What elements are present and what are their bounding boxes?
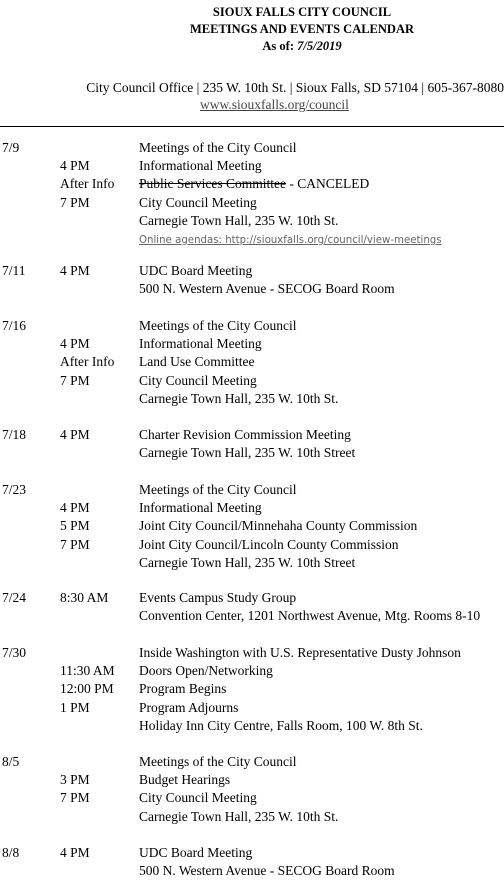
event-block xyxy=(0,426,504,462)
event-text: Budget Hearings xyxy=(139,772,231,788)
event-time: 7 PM xyxy=(60,790,90,806)
event-block xyxy=(0,262,504,298)
event-text: UDC Board Meeting xyxy=(139,845,253,860)
event-row xyxy=(0,554,504,572)
event-row xyxy=(0,808,504,826)
event-description xyxy=(139,717,423,735)
event-text: Informational Meeting xyxy=(139,336,262,352)
event-text: Program Begins xyxy=(139,681,227,697)
event-description xyxy=(139,280,395,298)
event-text: Charter Revision Commission Meeting xyxy=(139,427,351,442)
event-text: Inside Washington with U.S. Representative Dusty Johnson xyxy=(139,645,461,660)
event-time: 4 PM xyxy=(60,427,90,442)
event-block xyxy=(0,589,504,625)
event-row xyxy=(0,157,504,175)
event-description xyxy=(139,444,355,462)
event-row xyxy=(0,426,504,444)
event-row xyxy=(0,353,504,371)
event-description xyxy=(139,194,257,212)
event-time: 1 PM xyxy=(60,699,90,715)
as-of-date: 7/5/2019 xyxy=(297,39,342,53)
event-time: 5 PM xyxy=(60,518,90,534)
event-row xyxy=(0,717,504,735)
office-address: City Council Office | 235 W. 10th St. | Sioux Falls, SD 57104 | 605-367-8080 xyxy=(86,80,504,95)
event-time: 11:30 AM xyxy=(60,663,115,679)
event-text: Meetings of the City Council xyxy=(139,482,297,497)
event-description xyxy=(139,589,296,607)
calendar-title: MEETINGS AND EVENTS CALENDAR xyxy=(190,22,414,36)
event-row xyxy=(0,589,504,607)
event-description xyxy=(139,607,480,625)
event-text: City Council Meeting xyxy=(139,372,257,388)
event-row xyxy=(0,212,504,230)
event-text: 500 N. Western Avenue - SECOG Board Room xyxy=(139,281,395,297)
event-text: Carnegie Town Hall, 235 W. 10th St. xyxy=(139,390,339,406)
event-row xyxy=(0,194,504,212)
event-description xyxy=(139,335,262,353)
event-description xyxy=(139,789,257,807)
event-description xyxy=(139,499,262,517)
event-text: Carnegie Town Hall, 235 W. 10th St. xyxy=(139,212,339,228)
event-time: 4 PM xyxy=(60,500,90,516)
event-text: 500 N. Western Avenue - SECOG Board Room xyxy=(139,863,395,879)
event-time: After Info xyxy=(60,176,115,192)
event-time: 7 PM xyxy=(60,372,90,388)
event-description xyxy=(139,662,273,680)
event-text: Program Adjourns xyxy=(139,699,239,715)
event-row xyxy=(0,175,504,193)
event-time: 4 PM xyxy=(60,158,90,174)
event-row xyxy=(0,517,504,535)
event-block xyxy=(0,844,504,880)
event-row xyxy=(0,644,504,662)
event-text: Informational Meeting xyxy=(139,500,262,516)
event-text: Meetings of the City Council xyxy=(139,754,297,769)
event-row xyxy=(0,680,504,698)
event-description xyxy=(139,517,417,535)
event-text: Holiday Inn City Centre, Falls Room, 100 W. 8th St. xyxy=(139,717,423,733)
event-row xyxy=(0,139,504,157)
event-description xyxy=(139,212,338,230)
event-row xyxy=(0,499,504,517)
event-date: 7/18 xyxy=(2,427,27,442)
event-description xyxy=(139,372,257,390)
event-text: Informational Meeting xyxy=(139,158,262,174)
event-description xyxy=(139,680,226,698)
event-row xyxy=(0,789,504,807)
event-description xyxy=(139,862,395,880)
event-time: After Info xyxy=(60,354,115,370)
canceled-event-name: Public Services Committee xyxy=(139,176,286,192)
event-text: Doors Open/Networking xyxy=(139,663,273,679)
event-description xyxy=(139,262,252,280)
event-text: Joint City Council/Lincoln County Commission xyxy=(139,536,399,552)
event-description xyxy=(139,644,461,662)
event-block xyxy=(0,644,504,735)
event-row xyxy=(0,607,504,625)
event-row xyxy=(0,536,504,554)
event-row xyxy=(0,771,504,789)
as-of-label: As of: xyxy=(262,39,294,53)
event-date: 7/16 xyxy=(2,318,27,333)
event-row xyxy=(0,280,504,298)
event-row xyxy=(0,262,504,280)
event-row xyxy=(0,230,504,248)
event-date: 7/23 xyxy=(2,482,27,497)
event-time: 7 PM xyxy=(60,536,90,552)
event-row xyxy=(0,753,504,771)
event-text: Meetings of the City Council xyxy=(139,140,297,155)
event-date: 7/9 xyxy=(2,140,20,155)
event-row xyxy=(0,699,504,717)
event-description xyxy=(139,808,338,826)
event-row xyxy=(0,844,504,862)
event-description xyxy=(139,771,230,789)
event-row xyxy=(0,317,504,335)
event-text: City Council Meeting xyxy=(139,194,257,210)
event-row xyxy=(0,444,504,462)
event-description xyxy=(139,175,369,193)
event-text: City Council Meeting xyxy=(139,790,257,806)
event-description xyxy=(139,353,254,371)
event-time: 4 PM xyxy=(60,336,90,352)
event-date: 8/5 xyxy=(2,754,20,769)
event-text: Events Campus Study Group xyxy=(139,590,297,605)
council-website-link[interactable]: www.siouxfalls.org/council xyxy=(200,97,349,112)
event-description xyxy=(139,554,355,572)
council-title: SIOUX FALLS CITY COUNCIL xyxy=(212,5,392,19)
event-description xyxy=(139,317,297,335)
event-text: Land Use Committee xyxy=(139,354,255,370)
event-date: 7/24 xyxy=(2,590,27,605)
event-time: 4 PM xyxy=(60,263,90,278)
event-row xyxy=(0,862,504,880)
header-divider xyxy=(0,126,504,127)
online-agendas-link[interactable]: Online agendas: http://siouxfalls.org/council/view-meetings xyxy=(139,234,442,246)
event-text: Joint City Council/Minnehaha County Commission xyxy=(139,518,418,534)
event-row xyxy=(0,335,504,353)
event-row xyxy=(0,481,504,499)
event-block xyxy=(0,481,504,572)
event-row xyxy=(0,390,504,408)
event-text: Convention Center, 1201 Northwest Avenue, Mtg. Rooms 8-10 xyxy=(139,608,481,624)
event-description xyxy=(139,390,338,408)
event-date: 8/8 xyxy=(2,845,20,860)
event-text: Carnegie Town Hall, 235 W. 10th Street xyxy=(139,554,356,570)
event-description xyxy=(139,157,262,175)
event-row xyxy=(0,372,504,390)
event-block xyxy=(0,139,504,248)
event-time: 12:00 PM xyxy=(60,681,114,697)
event-description xyxy=(139,536,399,554)
event-text: Carnegie Town Hall, 235 W. 10th St. xyxy=(139,808,339,824)
event-block xyxy=(0,753,504,826)
event-block xyxy=(0,317,504,408)
event-date: 7/11 xyxy=(2,263,26,278)
event-time: 3 PM xyxy=(60,772,90,788)
event-description xyxy=(139,844,252,862)
event-description xyxy=(139,699,238,717)
event-time: 4 PM xyxy=(60,845,90,860)
event-description xyxy=(139,753,297,771)
canceled-status: - CANCELED xyxy=(285,176,370,192)
event-text: UDC Board Meeting xyxy=(139,263,253,278)
event-text: Carnegie Town Hall, 235 W. 10th Street xyxy=(139,445,356,461)
event-date: 7/30 xyxy=(2,645,27,660)
event-link-cell xyxy=(139,230,442,250)
event-time: 7 PM xyxy=(60,194,90,210)
event-row xyxy=(0,662,504,680)
event-description xyxy=(139,426,351,444)
event-time: 8:30 AM xyxy=(60,590,109,605)
event-description xyxy=(139,481,297,499)
event-text: Meetings of the City Council xyxy=(139,318,297,333)
event-description xyxy=(139,139,297,157)
as-of-line xyxy=(100,38,504,55)
